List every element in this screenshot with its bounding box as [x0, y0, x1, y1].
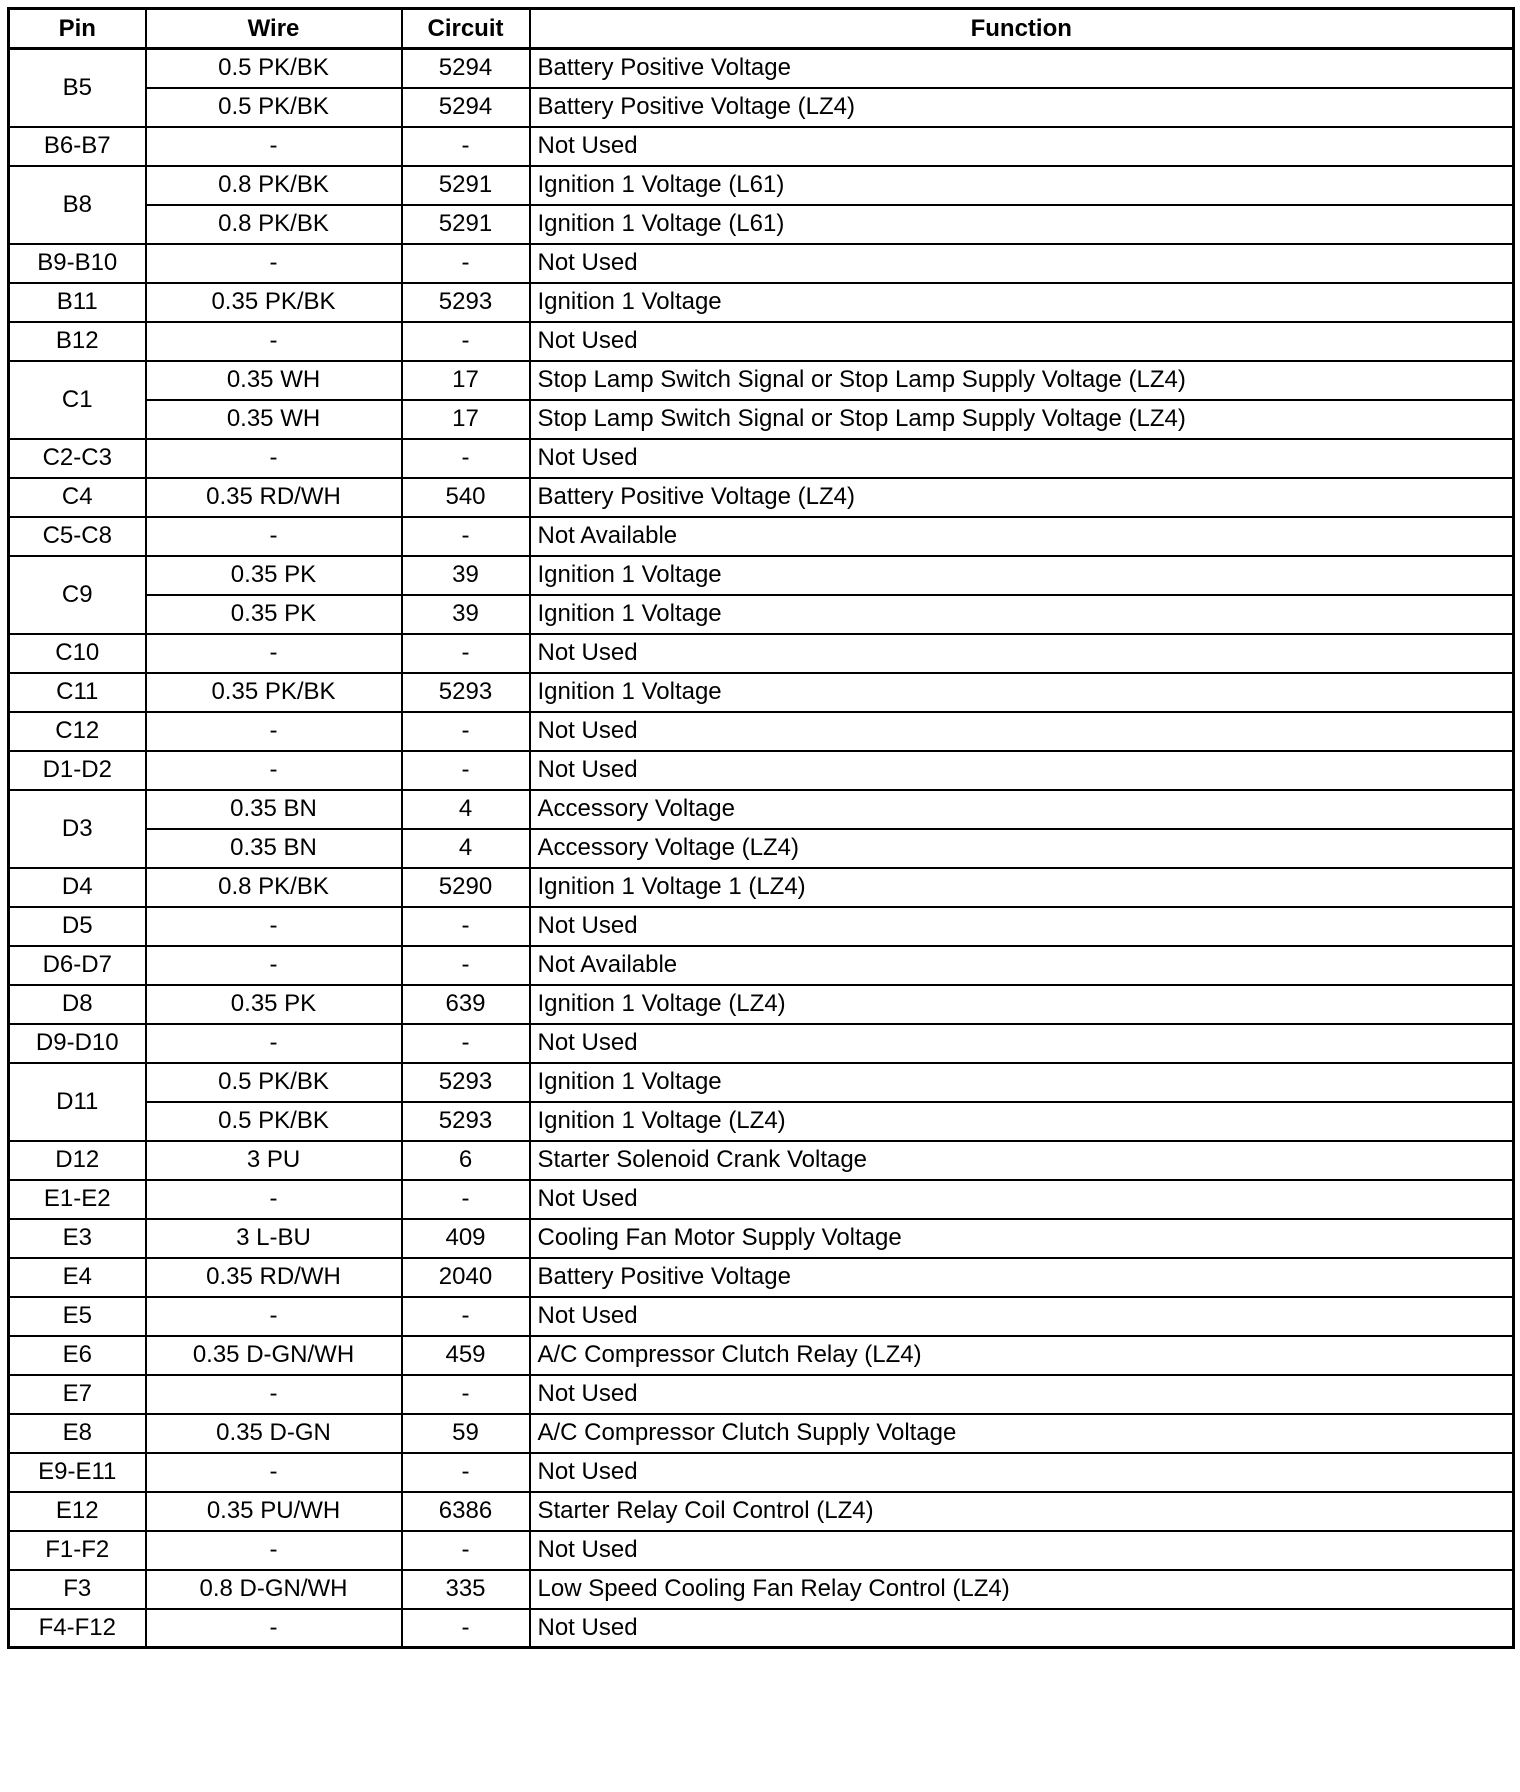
circuit-cell: 39	[402, 556, 530, 595]
pin-cell: D1-D2	[9, 751, 146, 790]
wire-cell: 0.5 PK/BK	[146, 1102, 402, 1141]
function-cell: Battery Positive Voltage	[530, 49, 1514, 88]
wire-cell: 3 L-BU	[146, 1219, 402, 1258]
circuit-cell: 5291	[402, 205, 530, 244]
pin-cell: C10	[9, 634, 146, 673]
table-row	[9, 322, 1514, 361]
circuit-cell: -	[402, 1375, 530, 1414]
function-cell: Not Used	[530, 1453, 1514, 1492]
wire-cell: 0.35 PK	[146, 985, 402, 1024]
table-row	[9, 1102, 1514, 1141]
table-row	[9, 673, 1514, 712]
wire-cell: -	[146, 322, 402, 361]
wire-cell: 0.35 PK/BK	[146, 283, 402, 322]
circuit-cell: -	[402, 1180, 530, 1219]
wire-cell: -	[146, 712, 402, 751]
wire-cell: -	[146, 1609, 402, 1648]
function-cell: Stop Lamp Switch Signal or Stop Lamp Supply Voltage (LZ4)	[530, 400, 1514, 439]
function-cell: Stop Lamp Switch Signal or Stop Lamp Supply Voltage (LZ4)	[530, 361, 1514, 400]
wire-cell: 0.35 BN	[146, 790, 402, 829]
wire-cell: 0.35 WH	[146, 400, 402, 439]
wire-cell: 0.35 PK/BK	[146, 673, 402, 712]
circuit-cell: 5293	[402, 1063, 530, 1102]
function-cell: Not Available	[530, 946, 1514, 985]
function-cell: Starter Solenoid Crank Voltage	[530, 1141, 1514, 1180]
circuit-cell: -	[402, 946, 530, 985]
circuit-cell: 5294	[402, 88, 530, 127]
function-cell: Ignition 1 Voltage (L61)	[530, 166, 1514, 205]
wire-cell: 0.35 D-GN	[146, 1414, 402, 1453]
table-body	[9, 49, 1514, 1648]
circuit-cell: -	[402, 322, 530, 361]
pin-cell: B11	[9, 283, 146, 322]
table-header	[9, 9, 1514, 49]
table-row	[9, 439, 1514, 478]
pin-cell: C12	[9, 712, 146, 751]
pin-cell: C11	[9, 673, 146, 712]
circuit-cell: -	[402, 517, 530, 556]
function-cell: Not Used	[530, 712, 1514, 751]
pin-cell: B12	[9, 322, 146, 361]
wire-cell: -	[146, 1375, 402, 1414]
function-cell: Not Used	[530, 1180, 1514, 1219]
circuit-cell: -	[402, 712, 530, 751]
circuit-cell: 6386	[402, 1492, 530, 1531]
pin-cell: D8	[9, 985, 146, 1024]
wire-cell: 0.8 PK/BK	[146, 205, 402, 244]
wire-cell: 0.35 PK	[146, 556, 402, 595]
table-row	[9, 595, 1514, 634]
function-cell: Not Used	[530, 1609, 1514, 1648]
wire-cell: 0.8 D-GN/WH	[146, 1570, 402, 1609]
wire-cell: 0.35 WH	[146, 361, 402, 400]
table-row	[9, 1063, 1514, 1102]
table-row	[9, 478, 1514, 517]
function-cell: Starter Relay Coil Control (LZ4)	[530, 1492, 1514, 1531]
function-cell: Ignition 1 Voltage	[530, 595, 1514, 634]
table-row	[9, 1609, 1514, 1648]
wire-cell: -	[146, 946, 402, 985]
function-cell: Ignition 1 Voltage 1 (LZ4)	[530, 868, 1514, 907]
table-row	[9, 1180, 1514, 1219]
function-cell: Battery Positive Voltage (LZ4)	[530, 478, 1514, 517]
wire-cell: -	[146, 517, 402, 556]
circuit-cell: 335	[402, 1570, 530, 1609]
table-row	[9, 1453, 1514, 1492]
pin-cell: B9-B10	[9, 244, 146, 283]
wire-cell: -	[146, 244, 402, 283]
function-cell: A/C Compressor Clutch Supply Voltage	[530, 1414, 1514, 1453]
function-cell: Ignition 1 Voltage	[530, 1063, 1514, 1102]
table-row	[9, 1570, 1514, 1609]
header-row	[9, 9, 1514, 49]
pin-cell: F3	[9, 1570, 146, 1609]
table-row	[9, 49, 1514, 88]
pin-cell: D5	[9, 907, 146, 946]
function-cell: Cooling Fan Motor Supply Voltage	[530, 1219, 1514, 1258]
wire-cell: 0.5 PK/BK	[146, 88, 402, 127]
wire-cell: 0.35 RD/WH	[146, 1258, 402, 1297]
table-row	[9, 1531, 1514, 1570]
circuit-cell: 5293	[402, 283, 530, 322]
circuit-cell: 17	[402, 361, 530, 400]
table-row	[9, 907, 1514, 946]
pin-cell: C4	[9, 478, 146, 517]
wire-cell: 0.35 RD/WH	[146, 478, 402, 517]
circuit-cell: 540	[402, 478, 530, 517]
wire-cell: -	[146, 439, 402, 478]
column-header-wire: Wire	[146, 9, 402, 49]
function-cell: Ignition 1 Voltage (L61)	[530, 205, 1514, 244]
pin-cell: D9-D10	[9, 1024, 146, 1063]
table-row	[9, 283, 1514, 322]
function-cell: Ignition 1 Voltage	[530, 556, 1514, 595]
function-cell: Not Used	[530, 751, 1514, 790]
circuit-cell: -	[402, 1024, 530, 1063]
table-row	[9, 829, 1514, 868]
table-row	[9, 634, 1514, 673]
pin-cell: E6	[9, 1336, 146, 1375]
circuit-cell: 5293	[402, 1102, 530, 1141]
wire-cell: 0.35 PU/WH	[146, 1492, 402, 1531]
pin-cell: B5	[9, 49, 146, 127]
pin-cell: D12	[9, 1141, 146, 1180]
pin-cell: C5-C8	[9, 517, 146, 556]
circuit-cell: 39	[402, 595, 530, 634]
wire-cell: 3 PU	[146, 1141, 402, 1180]
circuit-cell: -	[402, 127, 530, 166]
table-row	[9, 1024, 1514, 1063]
function-cell: Not Used	[530, 244, 1514, 283]
table-row	[9, 868, 1514, 907]
table-row	[9, 1375, 1514, 1414]
wire-cell: -	[146, 751, 402, 790]
circuit-cell: -	[402, 244, 530, 283]
function-cell: Not Used	[530, 907, 1514, 946]
pin-cell: E4	[9, 1258, 146, 1297]
pin-cell: E3	[9, 1219, 146, 1258]
function-cell: A/C Compressor Clutch Relay (LZ4)	[530, 1336, 1514, 1375]
circuit-cell: 4	[402, 790, 530, 829]
table-row	[9, 166, 1514, 205]
function-cell: Ignition 1 Voltage (LZ4)	[530, 985, 1514, 1024]
table-row	[9, 1336, 1514, 1375]
circuit-cell: 409	[402, 1219, 530, 1258]
function-cell: Not Available	[530, 517, 1514, 556]
circuit-cell: -	[402, 634, 530, 673]
circuit-cell: -	[402, 1531, 530, 1570]
table-row	[9, 244, 1514, 283]
function-cell: Ignition 1 Voltage	[530, 283, 1514, 322]
pin-cell: E7	[9, 1375, 146, 1414]
wire-cell: 0.35 BN	[146, 829, 402, 868]
pin-cell: E12	[9, 1492, 146, 1531]
table-row	[9, 517, 1514, 556]
table-row	[9, 1297, 1514, 1336]
function-cell: Battery Positive Voltage (LZ4)	[530, 88, 1514, 127]
table-row	[9, 946, 1514, 985]
circuit-cell: -	[402, 1297, 530, 1336]
column-header-function: Function	[530, 9, 1514, 49]
pin-cell: C1	[9, 361, 146, 439]
table-row	[9, 400, 1514, 439]
circuit-cell: 4	[402, 829, 530, 868]
circuit-cell: 17	[402, 400, 530, 439]
pin-cell: F4-F12	[9, 1609, 146, 1648]
circuit-cell: 639	[402, 985, 530, 1024]
function-cell: Accessory Voltage (LZ4)	[530, 829, 1514, 868]
function-cell: Not Used	[530, 322, 1514, 361]
circuit-cell: 5290	[402, 868, 530, 907]
table-row	[9, 556, 1514, 595]
table-row	[9, 751, 1514, 790]
table-row	[9, 790, 1514, 829]
wire-cell: 0.8 PK/BK	[146, 868, 402, 907]
table-row	[9, 1414, 1514, 1453]
pin-cell: D11	[9, 1063, 146, 1141]
circuit-cell: 6	[402, 1141, 530, 1180]
wire-cell: 0.5 PK/BK	[146, 1063, 402, 1102]
circuit-cell: -	[402, 439, 530, 478]
circuit-cell: 459	[402, 1336, 530, 1375]
circuit-cell: -	[402, 1609, 530, 1648]
pin-cell: E1-E2	[9, 1180, 146, 1219]
wire-cell: -	[146, 127, 402, 166]
function-cell: Not Used	[530, 127, 1514, 166]
table-row	[9, 205, 1514, 244]
pin-cell: E8	[9, 1414, 146, 1453]
wire-cell: -	[146, 907, 402, 946]
table-row	[9, 88, 1514, 127]
table-row	[9, 1219, 1514, 1258]
table-row	[9, 712, 1514, 751]
wire-cell: 0.5 PK/BK	[146, 49, 402, 88]
pin-cell: F1-F2	[9, 1531, 146, 1570]
pin-cell: E9-E11	[9, 1453, 146, 1492]
table-row	[9, 1258, 1514, 1297]
pin-cell: B8	[9, 166, 146, 244]
column-header-pin: Pin	[9, 9, 146, 49]
wire-cell: -	[146, 1180, 402, 1219]
pin-cell: C2-C3	[9, 439, 146, 478]
circuit-cell: 5291	[402, 166, 530, 205]
function-cell: Not Used	[530, 1375, 1514, 1414]
function-cell: Not Used	[530, 1297, 1514, 1336]
pin-cell: C9	[9, 556, 146, 634]
function-cell: Ignition 1 Voltage	[530, 673, 1514, 712]
pin-cell: E5	[9, 1297, 146, 1336]
function-cell: Not Used	[530, 1024, 1514, 1063]
function-cell: Not Used	[530, 634, 1514, 673]
column-header-circuit: Circuit	[402, 9, 530, 49]
wire-cell: -	[146, 1024, 402, 1063]
pin-cell: D4	[9, 868, 146, 907]
wire-cell: 0.8 PK/BK	[146, 166, 402, 205]
wire-cell: -	[146, 1297, 402, 1336]
function-cell: Ignition 1 Voltage (LZ4)	[530, 1102, 1514, 1141]
table-row	[9, 1141, 1514, 1180]
circuit-cell: 59	[402, 1414, 530, 1453]
function-cell: Not Used	[530, 439, 1514, 478]
function-cell: Accessory Voltage	[530, 790, 1514, 829]
circuit-cell: 5293	[402, 673, 530, 712]
table-row	[9, 1492, 1514, 1531]
table-row	[9, 985, 1514, 1024]
pin-cell: D6-D7	[9, 946, 146, 985]
circuit-cell: -	[402, 751, 530, 790]
wire-cell: 0.35 PK	[146, 595, 402, 634]
pin-cell: D3	[9, 790, 146, 868]
wire-cell: -	[146, 1531, 402, 1570]
circuit-cell: -	[402, 1453, 530, 1492]
table-row	[9, 361, 1514, 400]
circuit-cell: 2040	[402, 1258, 530, 1297]
wire-cell: -	[146, 634, 402, 673]
function-cell: Not Used	[530, 1531, 1514, 1570]
circuit-cell: -	[402, 907, 530, 946]
function-cell: Battery Positive Voltage	[530, 1258, 1514, 1297]
wire-cell: -	[146, 1453, 402, 1492]
table-row	[9, 127, 1514, 166]
function-cell: Low Speed Cooling Fan Relay Control (LZ4)	[530, 1570, 1514, 1609]
connector-pinout-table	[7, 7, 1515, 1649]
wire-cell: 0.35 D-GN/WH	[146, 1336, 402, 1375]
pin-cell: B6-B7	[9, 127, 146, 166]
circuit-cell: 5294	[402, 49, 530, 88]
